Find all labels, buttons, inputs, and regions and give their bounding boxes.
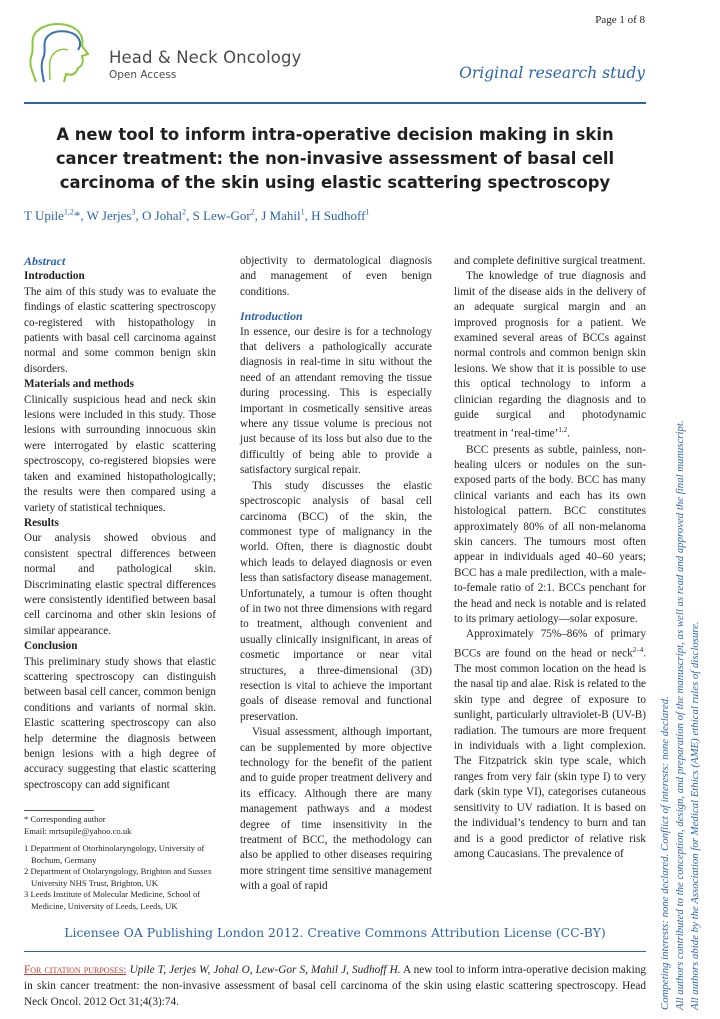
article-title: A new tool to inform intra-operative decision making in skin cancer treatment: the non-invasive assessment of basal cell carcinoma of the skin using elastic scattering spectroscopy	[55, 125, 615, 192]
paragraph: The knowledge of true diagnosis and limit of the disease aids in the delivery of an adequate surgical margin and an improved prognosis for a patient. We examined several areas of BCCs against normal controls and common benign skin lesions. We show that it is possible to use this optical technology to inform a clinician regarding the diagnosis and to guide surgical and photodynamic treatment in ‘real-time’$^{1,2}$.	[454, 270, 646, 441]
body-column-2	[240, 254, 432, 895]
corresponding-author: * Corresponding author	[24, 814, 106, 824]
citation-block	[24, 962, 646, 1010]
paragraph: Visual assessment, although important, can be supplemented by more objective technology for the benefit of the patient and to guide proper treatment delivery and its efficacy. Although there are many management pathways and a modest degree of time insensitivity in the treatment of BCC, the methodology can also be applied to other diseases requiring more stringent time sensitive management with a goal of rapid	[240, 726, 432, 893]
footnote-rule	[24, 810, 94, 811]
logo-head-outline-green	[30, 24, 88, 82]
citation-authors: Upile T, Jerjes W, Johal O, Lew-Gor S, Mahil J, Sudhoff H.	[129, 964, 401, 976]
footer-rule	[24, 951, 646, 952]
paragraph: This study discusses the elastic spectroscopic analysis of basal cell carcinoma (BCC) of the skin, the commonest type of malignancy in the world. Often, there is diagnostic doubt which leads to delayed diagnosis or even less than satisfactory disease management. Unfortunately, a tumour is often thought of in two not three dimensions with regard to treatment, although convenient and usually clinically insignificant, in areas of cosmetic importance or near vital structures, a three-dimensional (3D) resection is vital to achieve the important goals of disease removal and functional preservation.	[240, 479, 432, 723]
affiliation-1: 1 Department of Otorhinolaryngology, University of Bochum, Germany	[24, 843, 205, 865]
side-disclosure	[658, 280, 703, 1010]
paragraph: BCC presents as subtle, painless, non-healing ulcers or nodules on the sun-exposed parts of the body. BCC has many clinical variants and each has its own histological pattern. BCC constitutes approximately 80% of all non-melanoma skin cancers. The tumours most often appear in individuals aged 40–60 years; BCC has a male predilection, with a male-to-female ratio of 2:1. BCCs penchant for the head and neck is notable and is related to its primary aetiology—solar exposure.	[454, 443, 646, 626]
abstract-intro-text: The aim of this study was to evaluate the findings of elastic scattering spectroscopy co-registered with histopathology in patients with basal cell carcinoma against normal and some common benign skin disorders.	[24, 285, 216, 375]
abstract-results-heading: Results	[24, 516, 59, 529]
citation-ref: 2–4	[632, 645, 644, 654]
paragraph: Approximately 75%–86% of primary BCCs are found on the head or neck$^{2-4}$. The most common location on the head is the nasal tip and alae. Risk is related to the skin type and degree of exposure to sunlight, particularly ultraviolet-B (UV-B) radiation. The tumours are more frequent in individuals with a light complexion. The Fitzpatrick skin type scale, which ranges from very fair (skin type I) to very dark (skin type VI), categorises cutaneous sensitivity to UV radiation. It is based on the individual’s tendency to burn and tan and is a good predictor of relative risk among Caucasians. The prevalence of	[454, 628, 646, 860]
side-note-line: All authors contributed to the conception, design, and preparation of the manuscript, as well as read and approved the final manuscript.	[674, 420, 686, 1010]
corresponding-email: Email: mrtsupile@yahoo.co.uk	[24, 825, 132, 836]
abstract-results-text: Our analysis showed obvious and consistent spectral differences between normal and pathological skin. Discriminating elastic spectral differences were consistently identified between basal cell carcinoma and other skin lesions of similar appearance.	[24, 532, 216, 637]
citation-label: For citation purposes:	[24, 964, 127, 976]
side-note-line: All authors abide by the Association for Medical Ethics (AME) ethical rules of disclosure.	[689, 621, 701, 1010]
author-list	[24, 208, 369, 224]
abstract-heading: Abstract	[24, 254, 66, 268]
author: T Upile$^{1,2}$*,	[24, 208, 87, 224]
header-rule	[24, 102, 646, 104]
affiliation-2: 2 Department of Otolaryngology, Brighton and Sussex University NHS Trust, Brighton, UK	[24, 866, 212, 888]
license-line: Licensee OA Publishing London 2012. Creative Commons Attribution License (CC-BY)	[64, 925, 606, 940]
author: S Lew-Gor$^2$,	[192, 208, 262, 224]
author: J Mahil$^1$,	[261, 208, 312, 224]
abstract-continuation: objectivity to dermatological diagnosis and management of even benign conditions.	[240, 255, 432, 298]
author: H Sudhoff$^1$	[311, 208, 370, 224]
citation-ref: 1,2	[558, 426, 568, 435]
paragraph: In essence, our desire is for a technology that delivers a pathologically accurate diagnosis in real-time in situ without the need of an attendant removing the tissue during processing. This is especially important in cosmetically sensitive areas where any tissue volume is precious not just because of its loss but also due to the difficultly of being able to provide a satisfactory surgical repair.	[240, 325, 432, 477]
footnotes	[24, 810, 216, 912]
introduction-heading: Introduction	[240, 309, 303, 324]
abstract-conclusion-heading: Conclusion	[24, 640, 78, 653]
article-type: Original research study	[459, 64, 645, 82]
abstract-intro-heading: Introduction	[24, 270, 85, 283]
abstract-methods-text: Clinically suspicious head and neck skin lesions were included in this study. Those lesions with surrounding innocuous skin were interrogated by elastic scattering spectroscopy, co-registered biopsies were taken and examined histopathologically; the results were then compared using a variety of statistical techniques.	[24, 393, 216, 514]
author: W Jerjes$^3$,	[86, 208, 142, 224]
side-note-line: Competing interests: none declared. Conflict of interests: none declared.	[659, 696, 671, 1010]
abstract-conclusion-text: This preliminary study shows that elastic scattering spectroscopy can distinguish between basal cell cancer, common benign conditions and variants of normal skin. Elastic scattering spectroscopy can also help determine the diagnosis between benign lesions with a high degree of accuracy suggesting that elastic scattering spectroscopy can add significant	[24, 655, 216, 791]
affiliation-3: 3 Leeds Institute of Molecular Medicine, School of Medicine, University of Leeds, Leeds, UK	[24, 889, 201, 911]
abstract-column	[24, 254, 216, 793]
abstract-methods-heading: Materials and methods	[24, 378, 135, 391]
journal-access: Open Access	[109, 69, 177, 81]
author: O Johal$^2$,	[142, 208, 193, 224]
body-column-3	[454, 254, 646, 862]
citation-text: A new tool to inform intra-operative decision making in skin cancer treatment: the non-invasive assessment of basal cell carcinoma of the skin using elastic scattering spectroscopy. Head Neck Oncol. 2012 Oct 31;4(3):74.	[24, 964, 647, 1008]
journal-name: Head & Neck Oncology	[109, 48, 302, 67]
paragraph-continuation: and complete definitive surgical treatment.	[454, 255, 646, 267]
page-number: Page 1 of 8	[595, 14, 645, 26]
